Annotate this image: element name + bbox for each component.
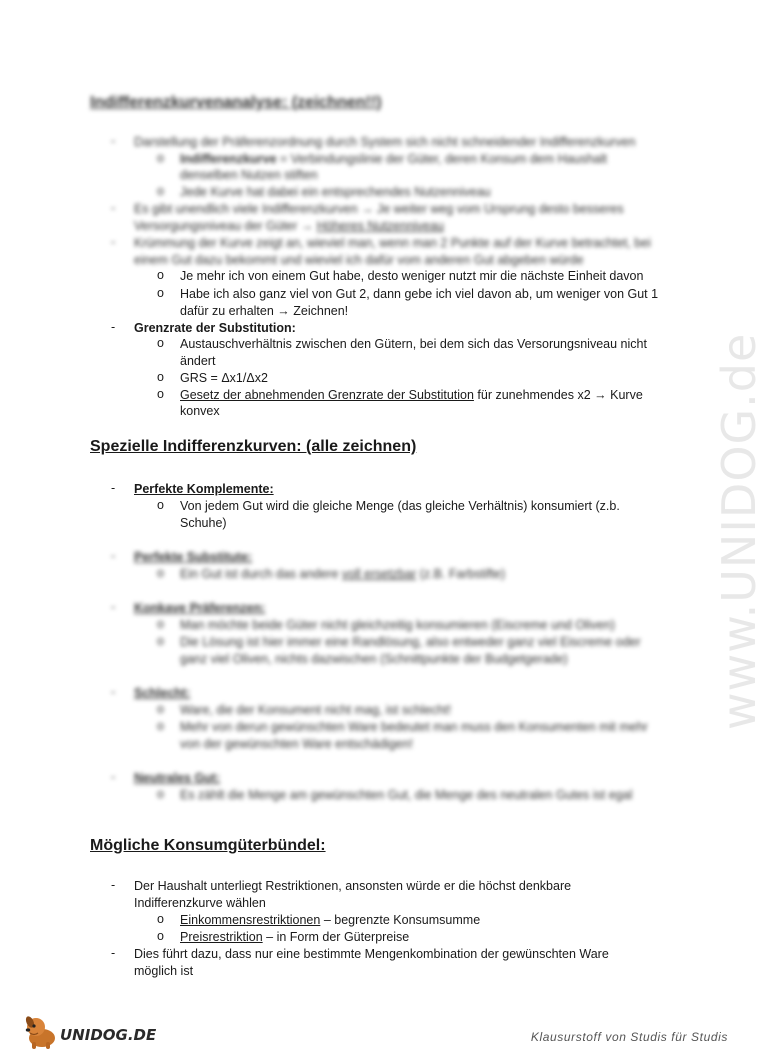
heading-indifferenzkurvenanalyse: Indifferenzkurvenanalyse: (zeichnen!!) [90,94,382,111]
subheading-schlecht: Schlecht: [134,686,191,700]
text-line: Indifferenzkurve = Verbindungslinie der Güter, deren Konsum dem Haushalt [180,152,607,166]
text-line: Der Haushalt unterliegt Restriktionen, ansonsten würde er die höchst denkbare [134,879,572,893]
document-page: www.UNIDOG.de Indifferenzkurvenanalyse: (zeichnen!!) - Darstellung der Präferenzordnung durch System sich nicht schneidender Indifferenzkurven o Indifferenzkurve = Verbindungslinie der Güter, deren Konsum dem Haushalt denselben Nutzen stiften o Jede Kurve hat dabei ein entsprechendes Nutzenniveau - Es gibt unendlich viele Indifferenzkurven → Je weiter weg vom Ursprung desto besseres Versorgungsniveau der Güter → Höheres Nutzenniveau - Krümmung der Kurve zeigt an, wieviel man, wenn man 2 Punkte auf der Kurve betrachtet, bei einem Gut dazu bekommt und wieviel ich dafür vom anderen Gut abgeben würde o Je mehr ich von einem Gut habe, desto weniger nutzt mir die nächste Einheit davon o Habe ich also ganz viel von Gut 2, dann gebe ich viel davon ab, um weniger von Gut 1 dafür zu erhalten → Zeichnen! - Grenzrate der Substitution: o Austauschverhältnis zwischen den Gütern, bei dem sich das Versorungsniveau nicht ändert o GRS = Δx1/Δx2 o Gesetz der abnehmenden Grenzrate der Substitution für zunehmendes x2 → Kurve konvex Spezielle Indifferenzkurven: (alle zeichnen) - Perfekte Komplemente: o Von jedem Gut wird die gleiche Menge (das gleiche Verhältnis) konsumiert (z.b. Schuhe) - Perfekte Substitute: o Ein Gut ist durch das andere voll ersetzbar (z.B. Farbstifte) - Konkave Präferenzen: o Man möchte beide Güter nicht gleichzeitig konsumieren (Eiscreme und Oliven) o Die Lösung ist hier immer eine Randlösung, also entweder ganz viel Eiscreme oder ganz viel Oliven, nichts dazwischen (Schnittpunkte der Budgetgerade) - Schlecht: o Ware, die der Konsument nicht mag, ist schlecht! o Mehr von derun gewünschten Ware bedeutet man muss den Konsumenten mit mehr von der gewünschten Ware entschädigen! - Neutrales Gut: o Es zählt die Menge am gewünschten Gut, die Menge des neutralen Gutes ist egal Mögliche Konsumgüterbündel: - Der Haushalt unterliegt Restriktionen, ansonsten würde er die höchst denkbare Indifferenzkurve wählen o Einkommensrestriktionen – begrenzte Konsumsumme o Preisrestriktion – in Form der Güterpreise - Dies führt dazu, dass nur eine bestimmte Mengenkombination der gewünschten Ware möglich ist UNIDOG.DE Klausurstoff von Studis für Studis [0,0,750,1060]
footer-tagline: Klausurstoff von Studis für Studis [530,1030,728,1044]
text-line: GRS = Δx1/Δx2 [180,371,268,385]
text-line: Mehr von derun gewünschten Ware bedeutet man muss den Konsumenten mit mehr [180,720,648,734]
dog-icon [22,1012,62,1052]
text-line: Je mehr ich von einem Gut habe, desto weniger nutzt mir die nächste Einheit davon [180,269,644,283]
text-line: Preisrestriktion – in Form der Güterpreise [180,930,410,944]
text-line: Habe ich also ganz viel von Gut 2, dann gebe ich viel davon ab, um weniger von Gut 1 [180,287,659,301]
logo-text: UNIDOG.DE [60,1026,157,1044]
heading-spezielle-indifferenzkurven: Spezielle Indifferenzkurven: (alle zeichnen) [90,438,417,455]
text-line: Ein Gut ist durch das andere voll ersetzbar (z.B. Farbstifte) [180,567,506,581]
text-line: Einkommensrestriktionen – begrenzte Konsumsumme [180,913,481,927]
text-line: Indifferenzkurve wählen [134,896,266,910]
text-line: Man möchte beide Güter nicht gleichzeitig konsumieren (Eiscreme und Oliven) [180,618,615,632]
text-line: Es zählt die Menge am gewünschten Gut, die Menge des neutralen Gutes ist egal [180,788,633,802]
text-line: einem Gut dazu bekommt und wieviel ich dafür vom anderen Gut abgeben würde [134,253,584,267]
heading-moegliche-konsumgueterbuendel: Mögliche Konsumgüterbündel: [90,837,326,854]
text-line: Austauschverhältnis zwischen den Gütern, bei dem sich das Versorungsniveau nicht [180,337,647,351]
subheading-grenzrate: Grenzrate der Substitution: [134,321,296,335]
text-line: Die Lösung ist hier immer eine Randlösung, also entweder ganz viel Eiscreme oder [180,635,641,649]
text-line: dafür zu erhalten → Zeichnen! [180,304,349,318]
watermark: www.UNIDOG.de [712,332,766,730]
text-line: Darstellung der Präferenzordnung durch System sich nicht schneidender Indifferenzkurven [134,135,636,149]
text-line: Schuhe) [180,516,227,530]
text-line: möglich ist [134,964,194,978]
text-line: Versorgungsniveau der Güter → Höheres Nutzenniveau [134,219,444,233]
text-line: Ware, die der Konsument nicht mag, ist schlecht! [180,703,452,717]
subheading-neutrales-gut: Neutrales Gut: [134,771,221,785]
text-line: Dies führt dazu, dass nur eine bestimmte Mengenkombination der gewünschten Ware [134,947,609,961]
subheading-perfekte-substitute: Perfekte Substitute: [134,550,253,564]
text-line: Es gibt unendlich viele Indifferenzkurven → Je weiter weg vom Ursprung desto besseres [134,202,624,216]
text-line: Gesetz der abnehmenden Grenzrate der Substitution für zunehmendes x2 → Kurve [180,388,643,402]
text-line: ändert [180,354,216,368]
text-line: Jede Kurve hat dabei ein entsprechendes Nutzenniveau [180,185,491,199]
text-line: von der gewünschten Ware entschädigen! [180,737,414,751]
subheading-perfekte-komplemente: Perfekte Komplemente: [134,482,274,496]
subheading-konkave-praeferenzen: Konkave Präferenzen: [134,601,266,615]
text-line: denselben Nutzen stiften [180,168,318,182]
text-line: Von jedem Gut wird die gleiche Menge (das gleiche Verhältnis) konsumiert (z.b. [180,499,620,513]
unidog-logo[interactable] [22,1012,162,1052]
text-line: konvex [180,404,220,418]
text-line: Krümmung der Kurve zeigt an, wieviel man, wenn man 2 Punkte auf der Kurve betrachtet, bei [134,236,651,250]
text-line: ganz viel Oliven, nichts dazwischen (Schnittpunkte der Budgetgerade) [180,652,568,666]
